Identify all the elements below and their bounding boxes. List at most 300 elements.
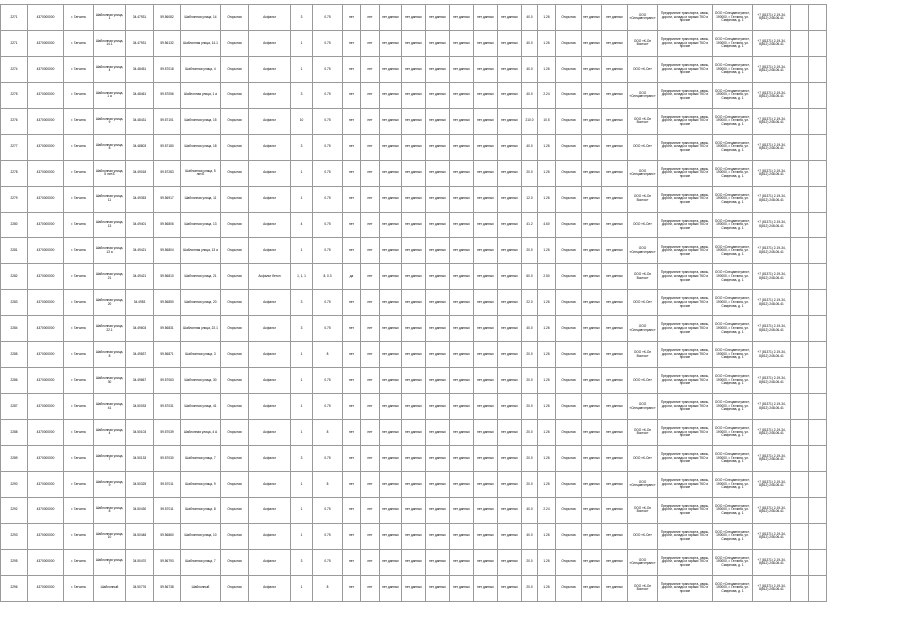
cell-area: 40.0 xyxy=(522,30,538,56)
cell-address: Шаблонная улица, 30 xyxy=(94,368,126,394)
cell-num: 2281 xyxy=(1,238,28,264)
cell-area: 20.0 xyxy=(522,238,538,264)
cell-cover: Асфальт xyxy=(249,575,291,601)
cell-num: 2296 xyxy=(1,575,28,601)
cell-cover: Асфальт xyxy=(249,212,291,238)
cell-address: Шаблонная улица, 7 xyxy=(94,549,126,575)
cell-status-1: нет данных xyxy=(380,420,402,446)
cell-status-3: нет данных xyxy=(426,108,450,134)
cell-flag-a: нет xyxy=(343,82,361,108)
cell-phone: +7 (81371) 2-19-34, 8(812) 248-06-41 xyxy=(753,445,791,471)
cell-flag-b: нет xyxy=(361,316,380,342)
cell-volume: 1.26 xyxy=(538,316,556,342)
cell-longitude: 34.50133 xyxy=(126,445,154,471)
cell-site-name: Шаблонная улица, 21 xyxy=(181,264,221,290)
cell-address: Шаблонная улица, 1 xyxy=(94,5,126,31)
cell-use-note: Предприятие транспорта, связь, дороги, склады и гаражи ТКО и прочие xyxy=(658,342,713,368)
cell-status-8: нет данных xyxy=(602,445,628,471)
cell-num: 2284 xyxy=(1,316,28,342)
table-row xyxy=(1,264,827,290)
cell-empty-1 xyxy=(791,342,809,368)
cell-status-3: нет данных xyxy=(426,56,450,82)
cell-latitude: 59.56871 xyxy=(154,342,181,368)
cell-status-5: нет данных xyxy=(474,575,498,601)
cell-status-1: нет данных xyxy=(380,5,402,31)
cell-locality: г. Гатчина xyxy=(64,186,94,212)
cell-cover: Асфальт xyxy=(249,368,291,394)
cell-flag-a: нет xyxy=(343,420,361,446)
cell-latitude: 59.56804 xyxy=(154,238,181,264)
cell-cover: Асфальт xyxy=(249,394,291,420)
cell-volume: 1.26 xyxy=(538,445,556,471)
cell-owner-info: ООО «Спецавтотранс», 190000, г. Гатчина, ул. Смирнова, д. 1 xyxy=(713,523,753,549)
cell-status-6: нет данных xyxy=(498,420,522,446)
cell-ownership: ООО «Спецавтотранс» xyxy=(628,394,658,420)
cell-site-name: Шаблонная улица, 18 xyxy=(181,134,221,160)
cell-status-7: нет данных xyxy=(582,575,602,601)
cell-flag-a: нет xyxy=(343,394,361,420)
cell-phone: +7 (81371) 2-19-34, 8(812) 248-06-41 xyxy=(753,471,791,497)
cell-locality: г. Гатчина xyxy=(64,290,94,316)
table-row xyxy=(1,394,827,420)
cell-ownership: ООО «Спецавтотранс» xyxy=(628,471,658,497)
cell-kind: Открытая xyxy=(556,238,582,264)
cell-status-2: нет данных xyxy=(402,56,426,82)
cell-empty-2 xyxy=(809,420,827,446)
cell-area: 40.0 xyxy=(522,523,538,549)
cell-ownership: ООО «Спецавтотранс» xyxy=(628,160,658,186)
cell-container-volume: 0.75 xyxy=(313,368,343,394)
cell-empty-1 xyxy=(791,575,809,601)
cell-status-5: нет данных xyxy=(474,497,498,523)
cell-address: Шаблонная улица, 8 xyxy=(94,342,126,368)
cell-use-note: Предприятие транспорта, связь, дороги, склады и гаражи ТКО и прочие xyxy=(658,238,713,264)
cell-status-6: нет данных xyxy=(498,575,522,601)
cell-container-count: 3 xyxy=(291,316,313,342)
cell-use-note: Предприятие транспорта, связь, дороги, склады и гаражи ТКО и прочие xyxy=(658,368,713,394)
cell-ownership: ООО «К-Ол» xyxy=(628,445,658,471)
cell-status-3: нет данных xyxy=(426,549,450,575)
cell-status-8: нет данных xyxy=(602,290,628,316)
cell-status-4: нет данных xyxy=(450,56,474,82)
cell-phone: +7 (81371) 2-19-34, 8(812) 248-06-41 xyxy=(753,394,791,420)
cell-volume: 1.26 xyxy=(538,30,556,56)
cell-status-6: нет данных xyxy=(498,5,522,31)
cell-status-3: нет данных xyxy=(426,186,450,212)
cell-status-6: нет данных xyxy=(498,212,522,238)
cell-flag-b: нет xyxy=(361,523,380,549)
cell-site-name: Шаблонная улица, 14.1 xyxy=(181,30,221,56)
cell-flag-b: нет xyxy=(361,108,380,134)
cell-container-count: 1 xyxy=(291,186,313,212)
cell-status-2: нет данных xyxy=(402,5,426,31)
cell-use-note: Предприятие транспорта, связь, дороги, склады и гаражи ТКО и прочие xyxy=(658,56,713,82)
cell-locality: г. Гатчина xyxy=(64,316,94,342)
cell-kind: Открытая xyxy=(556,420,582,446)
cell-status-8: нет данных xyxy=(602,497,628,523)
cell-cover: Асфальт xyxy=(249,56,291,82)
cell-status-2: нет данных xyxy=(402,342,426,368)
cell-status-4: нет данных xyxy=(450,160,474,186)
cell-container-volume: 8 xyxy=(313,575,343,601)
cell-longitude: 34.48461 xyxy=(126,82,154,108)
cell-area: 20.0 xyxy=(522,549,538,575)
cell-num: 2278 xyxy=(1,160,28,186)
cell-empty-2 xyxy=(809,238,827,264)
cell-status-6: нет данных xyxy=(498,523,522,549)
cell-status-3: нет данных xyxy=(426,238,450,264)
cell-status-3: нет данных xyxy=(426,394,450,420)
cell-ownership: ООО «К-Ол Восток» xyxy=(628,108,658,134)
cell-phone: +7 (81371) 2-19-34, 8(812) 248-06-41 xyxy=(753,82,791,108)
cell-ownership: ООО «К-Ол» xyxy=(628,56,658,82)
cell-container-count: 3 xyxy=(291,290,313,316)
cell-latitude: 59.57056 xyxy=(154,82,181,108)
cell-ownership: ООО «К-Ол Восток» xyxy=(628,186,658,212)
cell-use-note: Предприятие транспорта, связь, дороги, склады и гаражи ТКО и прочие xyxy=(658,212,713,238)
cell-num: 2271 xyxy=(1,5,28,31)
cell-status-1: нет данных xyxy=(380,264,402,290)
cell-latitude: 59.56793 xyxy=(154,549,181,575)
table-row xyxy=(1,108,827,134)
cell-address: Шаблонная улица, 21 xyxy=(94,264,126,290)
cell-address: Шаблонная улица, 10 xyxy=(94,523,126,549)
cell-container-volume: 0.75 xyxy=(313,134,343,160)
cell-area: 40.0 xyxy=(522,134,538,160)
cell-empty-1 xyxy=(791,445,809,471)
cell-flag-a: нет xyxy=(343,5,361,31)
cell-status-1: нет данных xyxy=(380,575,402,601)
cell-status-4: нет данных xyxy=(450,342,474,368)
cell-site-type: Открытая xyxy=(221,264,249,290)
cell-flag-b: нет xyxy=(361,420,380,446)
cell-locality: г. Гатчина xyxy=(64,56,94,82)
cell-num: 2293 xyxy=(1,523,28,549)
cell-status-6: нет данных xyxy=(498,238,522,264)
cell-container-volume: 0.75 xyxy=(313,30,343,56)
cell-status-2: нет данных xyxy=(402,575,426,601)
cell-volume: 1.26 xyxy=(538,549,556,575)
cell-status-6: нет данных xyxy=(498,471,522,497)
cell-owner-info: ООО «Спецавтотранс», 190000, г. Гатчина, ул. Смирнова, д. 1 xyxy=(713,108,753,134)
cell-longitude: 34.50430 xyxy=(126,497,154,523)
cell-code: 4370000000 xyxy=(28,82,64,108)
cell-use-note: Предприятие транспорта, связь, дороги, склады и гаражи ТКО и прочие xyxy=(658,30,713,56)
cell-phone: +7 (81371) 2-19-34, 8(812) 248-06-41 xyxy=(753,264,791,290)
cell-status-1: нет данных xyxy=(380,394,402,420)
cell-status-3: нет данных xyxy=(426,368,450,394)
cell-site-type: Открытая xyxy=(221,160,249,186)
table-row xyxy=(1,368,827,394)
cell-flag-a: нет xyxy=(343,160,361,186)
cell-flag-b: нет xyxy=(361,445,380,471)
cell-cover: Асфальт xyxy=(249,549,291,575)
cell-use-note: Предприятие транспорта, связь, дороги, склады и гаражи ТКО и прочие xyxy=(658,108,713,134)
cell-num: 2276 xyxy=(1,108,28,134)
cell-volume: 1.26 xyxy=(538,420,556,446)
cell-site-name: Шаблонная улица, 4 А xyxy=(181,420,221,446)
cell-address: Шаблонный xyxy=(94,575,126,601)
cell-ownership: ООО «К-Ол Восток» xyxy=(628,420,658,446)
cell-address: Шаблонная улица, 4 xyxy=(94,56,126,82)
cell-owner-info: ООО «Спецавтотранс», 190000, г. Гатчина, ул. Смирнова, д. 1 xyxy=(713,290,753,316)
cell-kind: Открытая xyxy=(556,471,582,497)
cell-status-6: нет данных xyxy=(498,264,522,290)
cell-kind: Открытая xyxy=(556,368,582,394)
cell-empty-2 xyxy=(809,575,827,601)
cell-volume: 2.50 xyxy=(538,264,556,290)
cell-status-8: нет данных xyxy=(602,186,628,212)
cell-use-note: Предприятие транспорта, связь, дороги, склады и гаражи ТКО и прочие xyxy=(658,445,713,471)
cell-flag-b: нет xyxy=(361,160,380,186)
cell-owner-info: ООО «Спецавтотранс», 190000, г. Гатчина, ул. Смирнова, д. 1 xyxy=(713,342,753,368)
table-row xyxy=(1,420,827,446)
cell-longitude: 34.47931 xyxy=(126,5,154,31)
table-row xyxy=(1,471,827,497)
cell-empty-1 xyxy=(791,212,809,238)
cell-ownership: ООО «Спецавтотранс» xyxy=(628,549,658,575)
cell-status-6: нет данных xyxy=(498,549,522,575)
cell-use-note: Предприятие транспорта, связь, дороги, склады и гаражи ТКО и прочие xyxy=(658,134,713,160)
cell-flag-a: нет xyxy=(343,549,361,575)
cell-empty-1 xyxy=(791,238,809,264)
cell-container-count: 1 xyxy=(291,160,313,186)
cell-ownership: ООО «К-Ол Восток» xyxy=(628,30,658,56)
cell-locality: г. Гатчина xyxy=(64,471,94,497)
cell-status-4: нет данных xyxy=(450,420,474,446)
cell-status-5: нет данных xyxy=(474,264,498,290)
cell-site-name: Шаблонный xyxy=(181,575,221,601)
cell-phone: +7 (81371) 2-19-34, 8(812) 248-06-41 xyxy=(753,316,791,342)
registry-rows xyxy=(1,5,827,602)
cell-container-count: 1 xyxy=(291,30,313,56)
cell-area: 40.0 xyxy=(522,82,538,108)
cell-status-7: нет данных xyxy=(582,342,602,368)
cell-status-1: нет данных xyxy=(380,212,402,238)
cell-owner-info: ООО «Спецавтотранс», 190000, г. Гатчина, ул. Смирнова, д. 1 xyxy=(713,56,753,82)
cell-status-1: нет данных xyxy=(380,238,402,264)
cell-status-6: нет данных xyxy=(498,82,522,108)
cell-num: 2287 xyxy=(1,394,28,420)
cell-status-2: нет данных xyxy=(402,368,426,394)
cell-status-5: нет данных xyxy=(474,56,498,82)
cell-owner-info: ООО «Спецавтотранс», 190000, г. Гатчина, ул. Смирнова, д. 1 xyxy=(713,575,753,601)
table-row xyxy=(1,497,827,523)
cell-status-2: нет данных xyxy=(402,445,426,471)
cell-flag-a: нет xyxy=(343,290,361,316)
cell-volume: 1.26 xyxy=(538,394,556,420)
table-row xyxy=(1,160,827,186)
cell-use-note: Предприятие транспорта, связь, дороги, склады и гаражи ТКО и прочие xyxy=(658,5,713,31)
cell-status-8: нет данных xyxy=(602,30,628,56)
cell-owner-info: ООО «Спецавтотранс», 190000, г. Гатчина, ул. Смирнова, д. 1 xyxy=(713,497,753,523)
cell-status-3: нет данных xyxy=(426,290,450,316)
cell-longitude: 34.49867 xyxy=(126,368,154,394)
cell-status-6: нет данных xyxy=(498,108,522,134)
cell-status-7: нет данных xyxy=(582,549,602,575)
cell-container-volume: 0.75 xyxy=(313,186,343,212)
cell-code: 4370000000 xyxy=(28,56,64,82)
cell-site-type: Открытая xyxy=(221,82,249,108)
cell-status-5: нет данных xyxy=(474,342,498,368)
cell-status-2: нет данных xyxy=(402,212,426,238)
cell-locality: г. Гатчина xyxy=(64,394,94,420)
cell-owner-info: ООО «Спецавтотранс», 190000, г. Гатчина, ул. Смирнова, д. 1 xyxy=(713,264,753,290)
cell-empty-2 xyxy=(809,342,827,368)
cell-num: 2290 xyxy=(1,471,28,497)
cell-flag-b: нет xyxy=(361,394,380,420)
cell-status-2: нет данных xyxy=(402,134,426,160)
cell-site-type: Открытая xyxy=(221,342,249,368)
cell-site-type: Открытая xyxy=(221,445,249,471)
cell-empty-1 xyxy=(791,56,809,82)
cell-status-7: нет данных xyxy=(582,5,602,31)
table-row xyxy=(1,186,827,212)
cell-container-volume: 0.75 xyxy=(313,394,343,420)
cell-status-5: нет данных xyxy=(474,160,498,186)
cell-status-4: нет данных xyxy=(450,30,474,56)
cell-ownership: ООО «К-Ол Восток» xyxy=(628,342,658,368)
cell-container-count: 3 xyxy=(291,5,313,31)
cell-owner-info: ООО «Спецавтотранс», 190000, г. Гатчина, ул. Смирнова, д. 1 xyxy=(713,471,753,497)
cell-address: Шаблонная улица, 1 а xyxy=(94,82,126,108)
cell-use-note: Предприятие транспорта, связь, дороги, склады и гаражи ТКО и прочие xyxy=(658,497,713,523)
cell-latitude: 59.56831 xyxy=(154,316,181,342)
cell-volume: 1.26 xyxy=(538,575,556,601)
cell-status-6: нет данных xyxy=(498,368,522,394)
cell-site-name: Шаблонная улица, 7 xyxy=(181,549,221,575)
cell-status-2: нет данных xyxy=(402,497,426,523)
cell-status-2: нет данных xyxy=(402,238,426,264)
cell-flag-a: нет xyxy=(343,497,361,523)
cell-num: 2286 xyxy=(1,368,28,394)
cell-locality: г. Гатчина xyxy=(64,342,94,368)
cell-owner-info: ООО «Спецавтотранс», 190000, г. Гатчина, ул. Смирнова, д. 1 xyxy=(713,549,753,575)
cell-empty-2 xyxy=(809,108,827,134)
cell-address: Шаблонная улица, 5 лит.Б xyxy=(94,160,126,186)
cell-phone: +7 (81371) 2-19-34, 8(812) 248-06-41 xyxy=(753,497,791,523)
cell-status-2: нет данных xyxy=(402,30,426,56)
cell-phone: +7 (81371) 2-19-34, 8(812) 248-06-41 xyxy=(753,238,791,264)
cell-status-1: нет данных xyxy=(380,316,402,342)
cell-cover: Асфальт xyxy=(249,186,291,212)
cell-latitude: 59.57180 xyxy=(154,134,181,160)
cell-site-type: Открытая xyxy=(221,420,249,446)
cell-empty-2 xyxy=(809,368,827,394)
cell-longitude: 34.50103 xyxy=(126,420,154,446)
cell-latitude: 59.56806 xyxy=(154,212,181,238)
cell-status-7: нет данных xyxy=(582,471,602,497)
cell-area: 210.0 xyxy=(522,108,538,134)
cell-longitude: 34.50776 xyxy=(126,575,154,601)
cell-owner-info: ООО «Спецавтотранс», 190000, г. Гатчина, ул. Смирнова, д. 1 xyxy=(713,212,753,238)
cell-volume: 4.60 xyxy=(538,212,556,238)
cell-empty-2 xyxy=(809,30,827,56)
cell-status-2: нет данных xyxy=(402,186,426,212)
cell-container-volume: 0.75 xyxy=(313,212,343,238)
cell-code: 4370000000 xyxy=(28,264,64,290)
cell-empty-2 xyxy=(809,5,827,31)
cell-flag-a: нет xyxy=(343,342,361,368)
cell-kind: Открытая xyxy=(556,264,582,290)
cell-status-7: нет данных xyxy=(582,56,602,82)
cell-site-name: Шаблонная улица, 15 xyxy=(181,108,221,134)
cell-status-3: нет данных xyxy=(426,575,450,601)
cell-container-volume: 0.75 xyxy=(313,56,343,82)
cell-status-1: нет данных xyxy=(380,445,402,471)
cell-status-8: нет данных xyxy=(602,523,628,549)
cell-longitude: 34.47931 xyxy=(126,30,154,56)
cell-status-2: нет данных xyxy=(402,160,426,186)
cell-owner-info: ООО «Спецавтотранс», 190000, г. Гатчина, ул. Смирнова, д. 1 xyxy=(713,30,753,56)
cell-phone: +7 (81371) 2-19-34, 8(812) 248-06-41 xyxy=(753,420,791,446)
cell-container-count: 1 xyxy=(291,368,313,394)
cell-ownership: ООО «Спецавтотранс» xyxy=(628,82,658,108)
cell-volume: 1.26 xyxy=(538,134,556,160)
cell-status-2: нет данных xyxy=(402,290,426,316)
cell-phone: +7 (81371) 2-19-34, 8(812) 248-06-41 xyxy=(753,160,791,186)
cell-num: 2288 xyxy=(1,420,28,446)
cell-area: 20.0 xyxy=(522,368,538,394)
cell-flag-a: нет xyxy=(343,186,361,212)
cell-empty-1 xyxy=(791,108,809,134)
cell-flag-b: нет xyxy=(361,497,380,523)
cell-status-5: нет данных xyxy=(474,186,498,212)
cell-phone: +7 (81371) 2-19-34, 8(812) 248-06-41 xyxy=(753,108,791,134)
cell-container-count: 1 xyxy=(291,575,313,601)
cell-status-4: нет данных xyxy=(450,134,474,160)
cell-num: 2282 xyxy=(1,264,28,290)
cell-status-2: нет данных xyxy=(402,394,426,420)
cell-status-5: нет данных xyxy=(474,523,498,549)
cell-flag-b: нет xyxy=(361,264,380,290)
cell-latitude: 59.57063 xyxy=(154,368,181,394)
cell-status-5: нет данных xyxy=(474,290,498,316)
cell-locality: г. Гатчина xyxy=(64,30,94,56)
cell-volume: 2.24 xyxy=(538,497,556,523)
cell-empty-2 xyxy=(809,316,827,342)
cell-status-7: нет данных xyxy=(582,212,602,238)
cell-site-type: Открытая xyxy=(221,497,249,523)
cell-empty-1 xyxy=(791,264,809,290)
cell-flag-b: нет xyxy=(361,5,380,31)
cell-status-4: нет данных xyxy=(450,5,474,31)
cell-status-6: нет данных xyxy=(498,394,522,420)
cell-site-type: Открытая xyxy=(221,238,249,264)
cell-status-2: нет данных xyxy=(402,108,426,134)
cell-kind: Открытая xyxy=(556,212,582,238)
cell-status-4: нет данных xyxy=(450,471,474,497)
cell-volume: 2.24 xyxy=(538,82,556,108)
cell-empty-2 xyxy=(809,134,827,160)
cell-kind: Открытая xyxy=(556,523,582,549)
cell-flag-a: нет xyxy=(343,445,361,471)
cell-site-name: Шаблонная улица, 20 xyxy=(181,290,221,316)
cell-empty-1 xyxy=(791,134,809,160)
cell-site-type: Открытая xyxy=(221,316,249,342)
cell-status-1: нет данных xyxy=(380,160,402,186)
cell-cover: Асфальт xyxy=(249,342,291,368)
cell-kind: Открытая xyxy=(556,160,582,186)
cell-site-type: Открытая xyxy=(221,108,249,134)
cell-container-volume: 0.75 xyxy=(313,316,343,342)
cell-owner-info: ООО «Спецавтотранс», 190000, г. Гатчина, ул. Смирнова, д. 1 xyxy=(713,445,753,471)
cell-phone: +7 (81371) 2-19-34, 8(812) 248-06-41 xyxy=(753,290,791,316)
cell-status-4: нет данных xyxy=(450,497,474,523)
cell-container-volume: 0.75 xyxy=(313,160,343,186)
cell-status-5: нет данных xyxy=(474,549,498,575)
cell-flag-a: нет xyxy=(343,134,361,160)
